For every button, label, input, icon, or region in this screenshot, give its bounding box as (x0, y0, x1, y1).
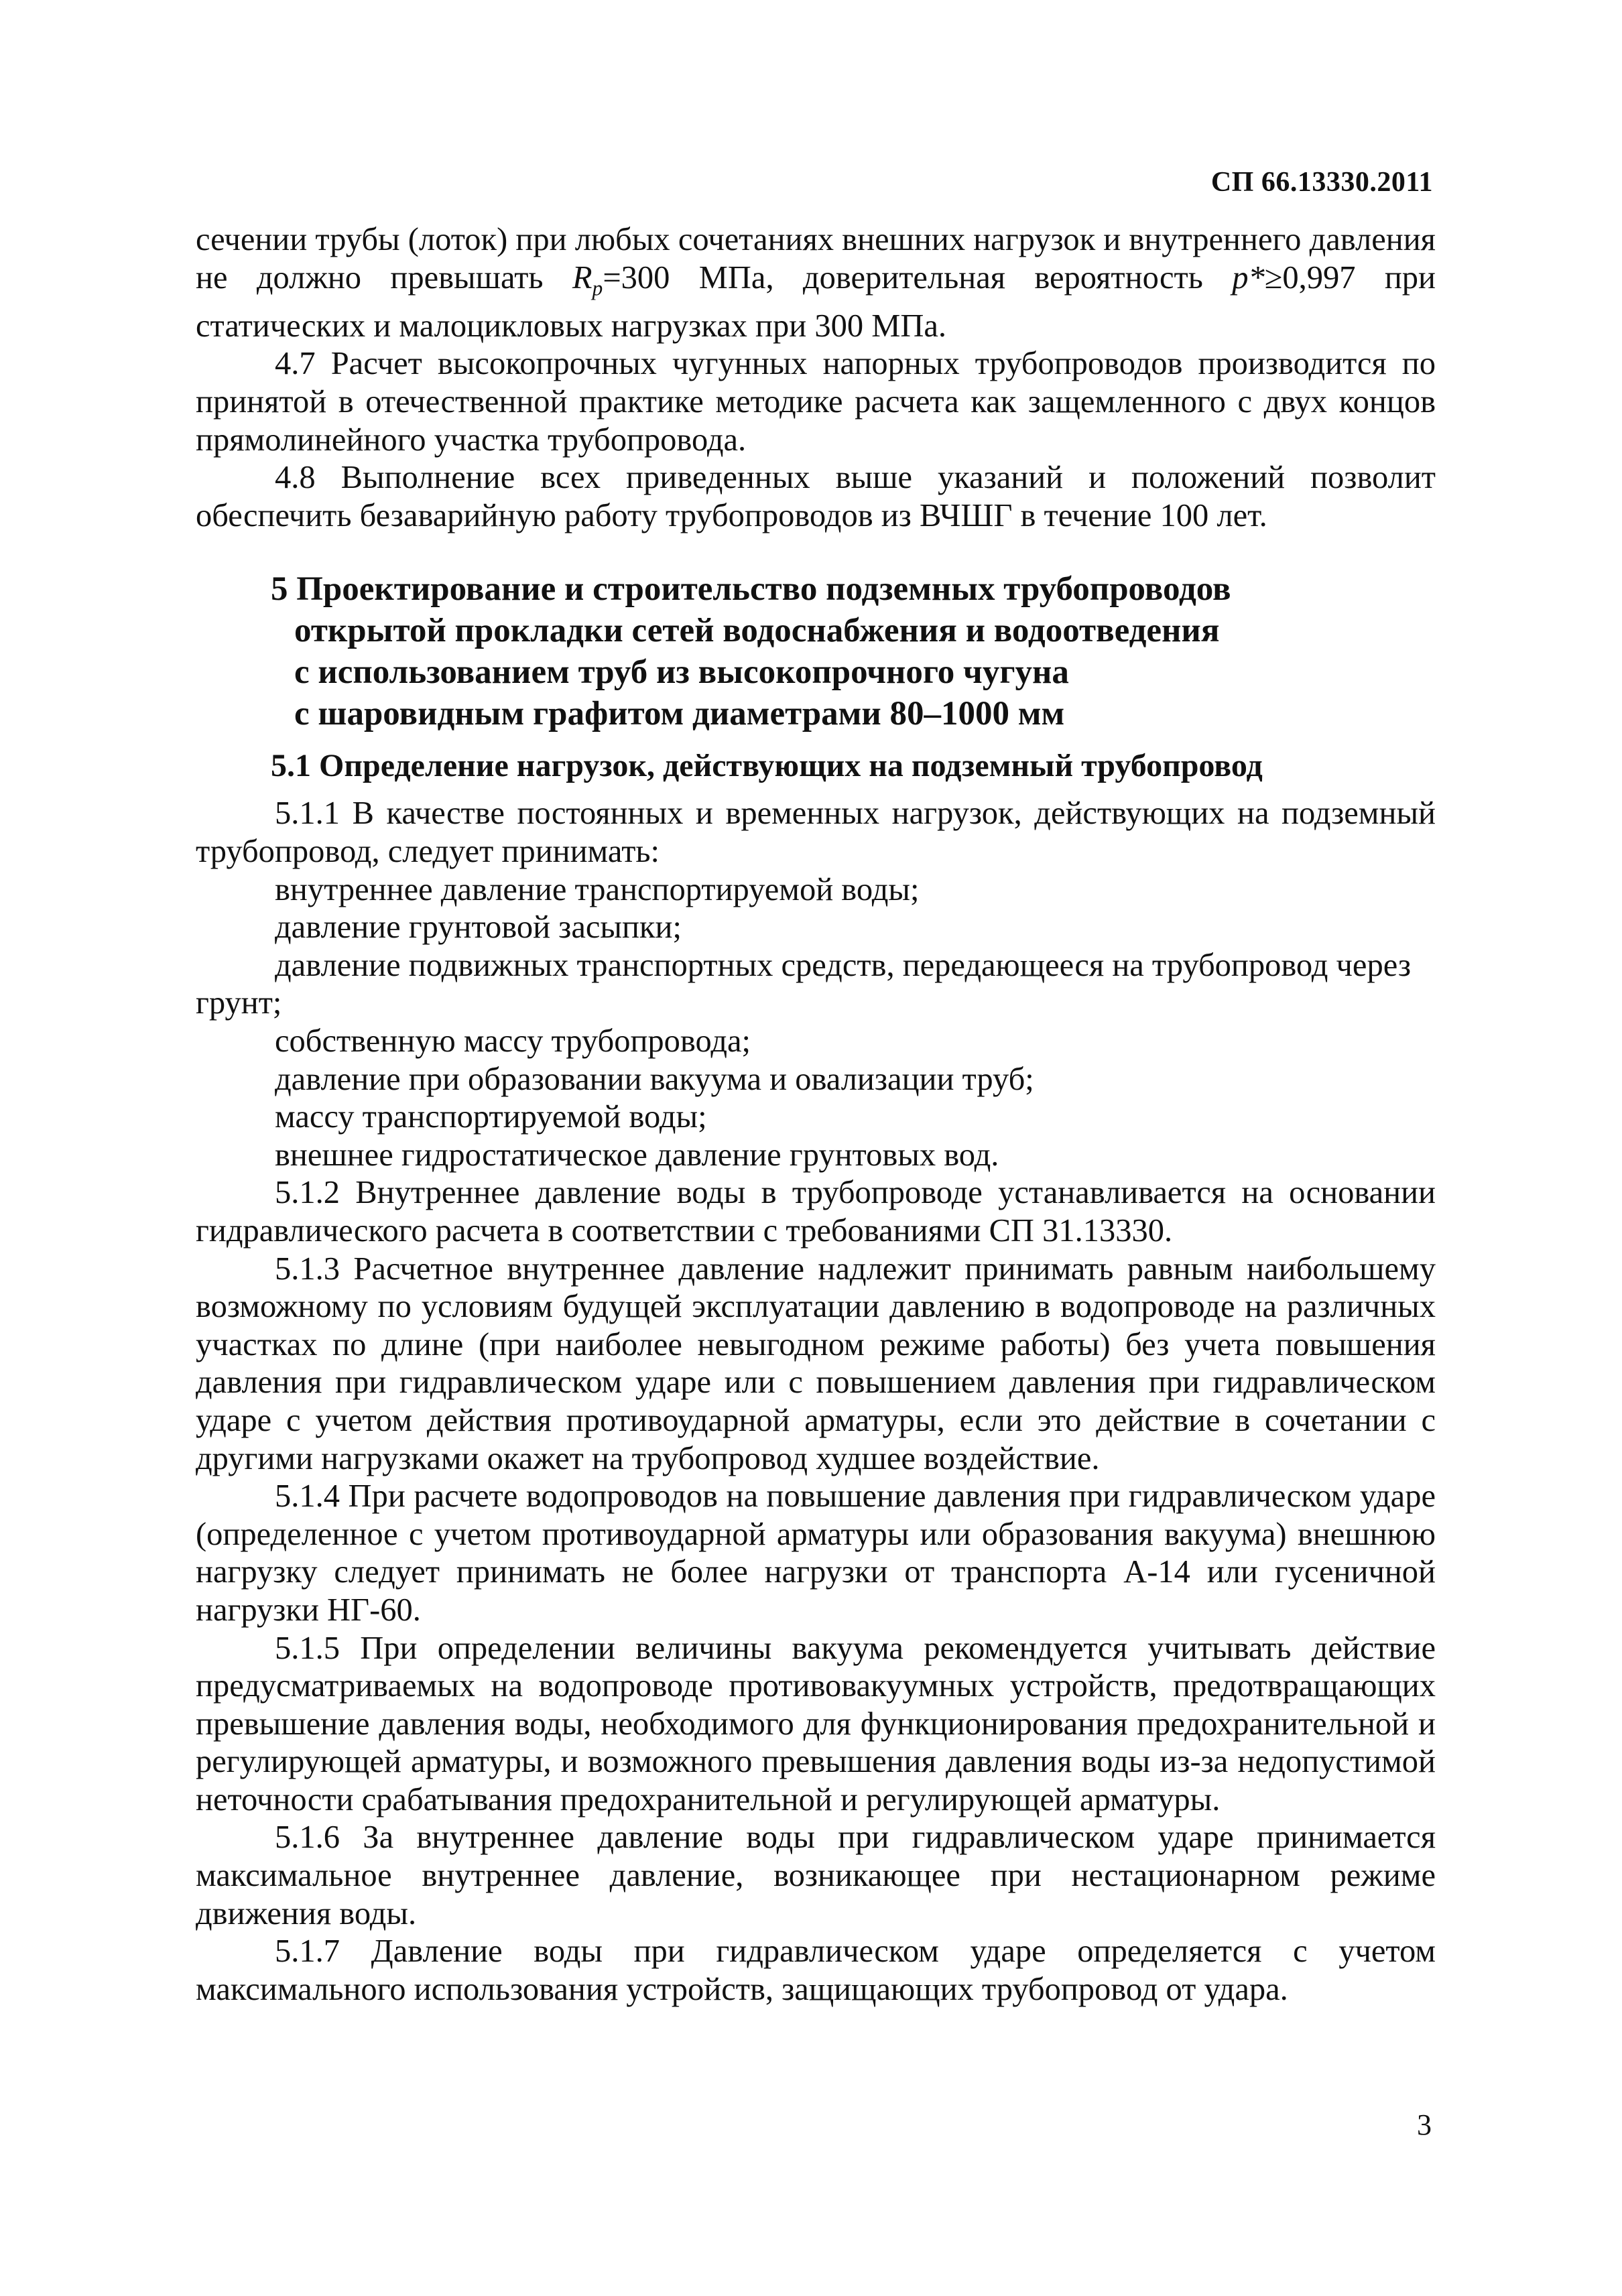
load-list-item-1: внутреннее давление транспортируемой воды; (275, 871, 920, 907)
load-list-item-7: внешнее гидростатическое давление грунтовых вод. (275, 1137, 999, 1173)
paragraph-4-7: 4.7 Расчет высокопрочных чугунных напорных трубопроводов производится по принятой в отечественной практике методике расчета как защемленного с двух концов прямолинейного участка трубопровода. (196, 346, 1436, 458)
paragraph-continuation-text-1: сечении трубы (лоток) при любых сочетаниях внешних нагрузок и внутреннего давления не должно превышать (196, 222, 1436, 296)
paragraph-5-1-3: 5.1.3 Расчетное внутреннее давление надлежит принимать равным наибольшему возможному по условиям будущей эксплуатации давлению в водопроводе на различных участках по длине (при наиболее невыгодном режиме работы) без учета повышения давления при гидравлическом ударе или с повышением давления при гидравлическом ударе с учетом действия противоударной арматуры, если это действие в сочетании с другими нагрузками окажет на трубопровод худшее воздействие. (196, 1251, 1436, 1476)
section-5-title-line-3: с использованием труб из высокопрочного чугуна (294, 653, 1069, 692)
load-list-item-2: давление грунтовой засыпки; (275, 909, 682, 946)
formula-subscript-p: p (592, 276, 603, 300)
page-number: 3 (1417, 2108, 1432, 2141)
paragraph-5-1-7: 5.1.7 Давление воды при гидравлическом ударе определяется с учетом максимального использования устройств, защищающих трубопровод от удара. (196, 1933, 1436, 2007)
section-5-title-line-4: с шаровидным графитом диаметрами 80–1000 мм (294, 695, 1065, 733)
paragraph-5-1-5: 5.1.5 При определении величины вакуума рекомендуется учитывать действие предусматриваемых на водопроводе противовакуумных устройств, предотвращающих превышение давления воды, необходимого для функционирования предохранительной и регулирующей арматуры, и возможного превышения давления воды из-за недопустимой неточности срабатывания предохранительной и регулирующей арматуры. (196, 1630, 1436, 1817)
load-list-item-6: массу транспортируемой воды; (275, 1099, 707, 1135)
paragraph-5-1-2: 5.1.2 Внутреннее давление воды в трубопроводе устанавливается на основании гидравлического расчета в соответствии с требованиями СП 31.13330. (196, 1175, 1436, 1249)
paragraph-5-1-4: 5.1.4 При расчете водопроводов на повышение давления при гидравлическом ударе (определенное с учетом противоударной арматуры или образования вакуума) внешнюю нагрузку следует принимать не более нагрузки от транспорта А-14 или гусеничной нагрузки НГ-60. (196, 1478, 1436, 1628)
formula-variable-p-star: p* (1232, 259, 1265, 296)
page-content (196, 221, 1436, 2008)
paragraph-continuation (196, 221, 1436, 345)
formula-variable-r: R (572, 259, 592, 296)
section-5-title (196, 568, 1436, 735)
section-5-title-line-1: 5 Проектирование и строительство подземных трубопроводов (271, 570, 1231, 609)
paragraph-5-1-1: 5.1.1 В качестве постоянных и временных нагрузок, действующих на подземный трубопровод, следует принимать: (196, 795, 1436, 870)
section-5-title-line-2: открытой прокладки сетей водоснабжения и водоотведения (294, 612, 1220, 650)
paragraph-continuation-text-2: =300 МПа, доверительная вероятность (603, 259, 1233, 296)
paragraph-4-8: 4.8 Выполнение всех приведенных выше указаний и положений позволит обеспечить безаварийную работу трубопроводов из ВЧШГ в течение 100 лет. (196, 460, 1436, 533)
subsection-5-1-title: 5.1 Определение нагрузок, действующих на подземный трубопровод (271, 748, 1263, 784)
paragraph-5-1-6: 5.1.6 За внутреннее давление воды при гидравлическом ударе принимается максимальное внутреннее давление, возникающее при нестационарном режиме движения воды. (196, 1820, 1436, 1931)
load-list-item-5: давление при образовании вакуума и овализации труб; (275, 1061, 1034, 1097)
document-code-header: СП 66.13330.2011 (1210, 167, 1433, 198)
load-list-item-4: собственную массу трубопровода; (275, 1023, 751, 1059)
load-list-item-3: давление подвижных транспортных средств, передающееся на трубопровод через грунт; (196, 947, 1411, 1021)
paragraph-continuation-text-3: ≥0,997 при статических и малоцикловых нагрузках при 300 МПа. (196, 259, 1436, 344)
